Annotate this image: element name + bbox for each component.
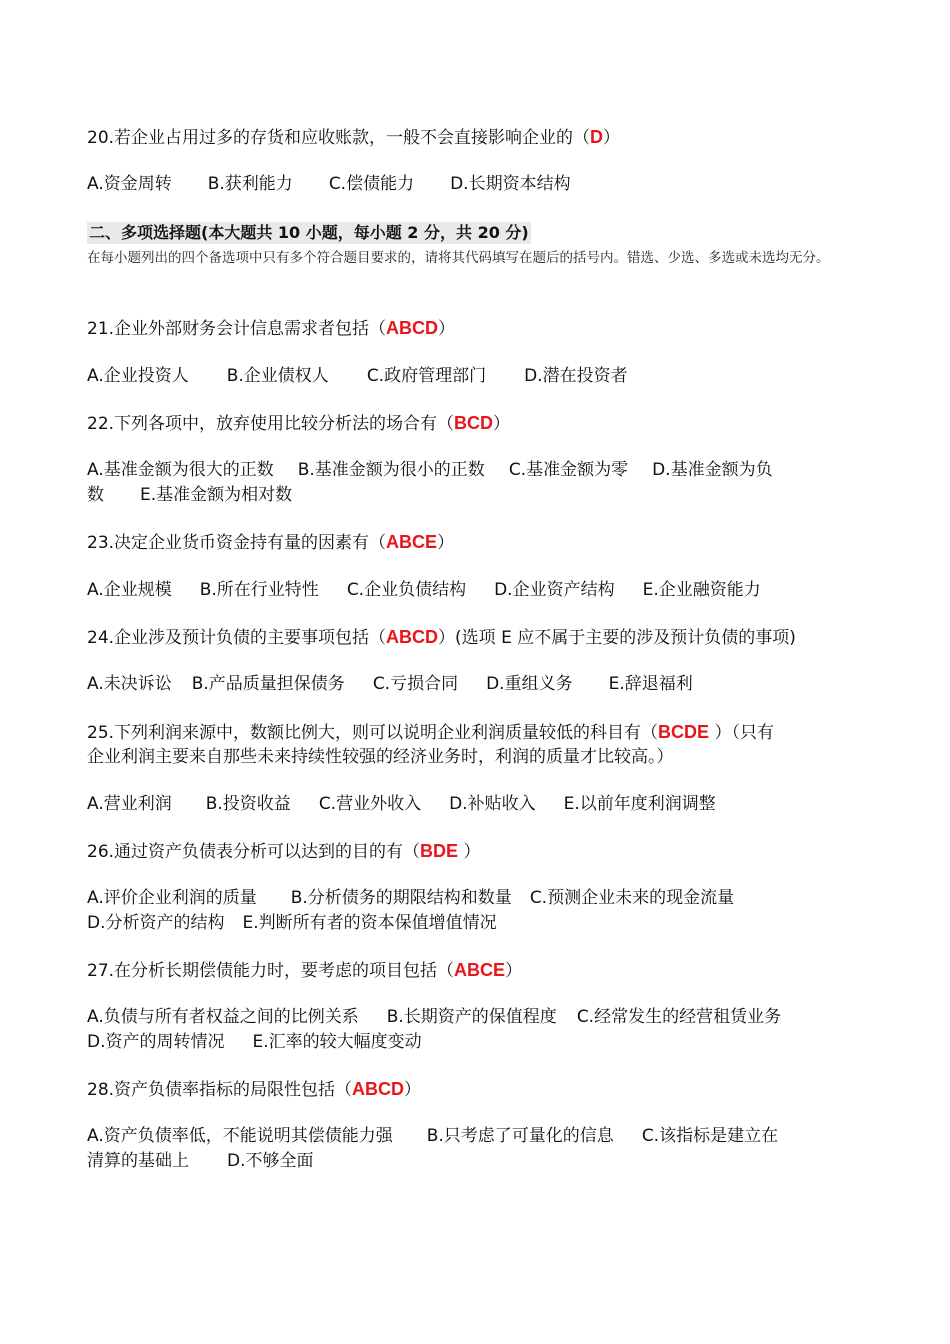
option-c: C.企业负债结构 <box>346 580 467 600</box>
option-e: E.汇率的较大幅度变动 <box>252 1032 422 1052</box>
option-b: B.长期资产的保值程度 <box>386 1007 557 1027</box>
option-a: A.资产负债率低，不能说明其偿债能力强 <box>87 1126 393 1146</box>
option-c: C.政府管理部门 <box>366 366 487 386</box>
option-e: E.以前年度利润调整 <box>563 794 716 814</box>
option-c: C.预测企业未来的现金流量 <box>529 888 735 908</box>
question-close: ） <box>438 319 456 339</box>
option-b: B.所在行业特性 <box>199 580 319 600</box>
question-22 <box>87 411 510 437</box>
question-stem: 28.资产负债率指标的局限性包括（ <box>87 1080 353 1100</box>
options-20 <box>87 172 571 197</box>
option-b: B.基准金额为很小的正数 <box>297 460 485 480</box>
question-26 <box>87 839 480 865</box>
option-b: B.分析债务的期限结构和数量 <box>290 888 512 908</box>
option-a: A.基准金额为很大的正数 <box>87 460 274 480</box>
answer-key: BCDE <box>658 722 710 742</box>
section-instruction: 在每小题列出的四个备选项中只有多个符合题目要求的，请将其代码填写在题后的括号内。错选、少选、多选或未选均无分。 <box>87 250 830 266</box>
options-23 <box>87 578 761 603</box>
option-d: D.分析资产的结构 <box>87 913 225 933</box>
question-stem: 26.通过资产负债表分析可以达到的目的有（ <box>87 842 421 862</box>
question-25-line2 <box>87 745 674 770</box>
option-c: C.亏损合同 <box>372 674 459 694</box>
question-25 <box>87 720 774 746</box>
question-20 <box>87 125 620 151</box>
question-27 <box>87 958 522 984</box>
answer-key: D <box>590 127 604 147</box>
option-a: A.负债与所有者权益之间的比例关系 <box>87 1007 359 1027</box>
option-e: E.企业融资能力 <box>642 580 761 600</box>
question-stem: 27.在分析长期偿债能力时，要考虑的项目包括（ <box>87 961 455 981</box>
answer-key: ABCE <box>386 532 438 552</box>
option-c: C.经常发生的经营租赁业务 <box>576 1007 782 1027</box>
option-d: D.资产的周转情况 <box>87 1032 225 1052</box>
question-stem: 22.下列各项中，放弃使用比较分析法的场合有（ <box>87 414 455 434</box>
option-d: D.潜在投资者 <box>524 366 628 386</box>
option-b: B.获利能力 <box>207 174 293 194</box>
option-c: C.该指标是建立在 <box>641 1126 779 1146</box>
question-stem: 23.决定企业货币资金持有量的因素有（ <box>87 533 387 553</box>
option-a: A.未决诉讼 <box>87 674 172 694</box>
question-28 <box>87 1077 421 1103</box>
options-26-line2 <box>87 911 497 936</box>
question-close: ）（只有 <box>709 723 774 743</box>
answer-key: BDE <box>420 841 459 861</box>
option-c: C.营业外收入 <box>318 794 422 814</box>
question-close: ）(选项 E 应不属于主要的涉及预计负债的事项) <box>438 628 796 648</box>
question-close: ） <box>404 1080 422 1100</box>
options-22-line1 <box>87 458 773 483</box>
answer-key: ABCD <box>352 1079 405 1099</box>
option-d: D.企业资产结构 <box>494 580 615 600</box>
question-close: ） <box>603 128 621 148</box>
option-c-continued: 清算的基础上 <box>87 1151 189 1171</box>
question-24 <box>87 625 796 651</box>
question-close: ） <box>505 961 523 981</box>
option-a: A.评价企业利润的质量 <box>87 888 257 908</box>
options-28-line1 <box>87 1124 778 1149</box>
options-27-line1 <box>87 1005 781 1030</box>
answer-key: BCD <box>454 413 494 433</box>
question-close: ） <box>493 414 511 434</box>
option-e: E.基准金额为相对数 <box>140 485 293 505</box>
option-d: D.长期资本结构 <box>450 174 571 194</box>
section-title: 二、多项选择题(本大题共 10 小题，每小题 2 分，共 20 分) <box>89 223 529 242</box>
option-d: D.基准金额为负 <box>652 460 773 480</box>
question-close: ） <box>458 842 481 862</box>
option-a: A.营业利润 <box>87 794 172 814</box>
option-b: B.只考虑了可量化的信息 <box>426 1126 614 1146</box>
option-b: B.投资收益 <box>205 794 291 814</box>
question-stem: 25.下列利润来源中，数额比例大，则可以说明企业利润质量较低的科目有（ <box>87 723 659 743</box>
option-b: B.产品质量担保债务 <box>191 674 345 694</box>
options-27-line2 <box>87 1030 422 1055</box>
options-26-line1 <box>87 886 734 911</box>
question-stem-continued: 企业利润主要来自那些未来持续性较强的经济业务时，利润的质量才比较高。） <box>87 747 674 767</box>
option-b: B.企业债权人 <box>226 366 329 386</box>
option-d: D.不够全面 <box>227 1151 314 1171</box>
option-d: D.补贴收入 <box>449 794 536 814</box>
answer-key: ABCD <box>386 318 439 338</box>
option-c: C.基准金额为零 <box>508 460 629 480</box>
question-23 <box>87 530 454 556</box>
options-25 <box>87 792 716 817</box>
question-21 <box>87 316 455 342</box>
question-close: ） <box>437 533 455 553</box>
option-c: C.偿债能力 <box>328 174 415 194</box>
option-a: A.企业规模 <box>87 580 172 600</box>
option-d: D.重组义务 <box>486 674 573 694</box>
answer-key: ABCE <box>454 960 506 980</box>
option-a: A.企业投资人 <box>87 366 189 386</box>
options-28-line2 <box>87 1149 314 1174</box>
option-e: E.判断所有者的资本保值增值情况 <box>242 913 497 933</box>
options-24 <box>87 672 693 697</box>
question-stem: 20.若企业占用过多的存货和应收账款，一般不会直接影响企业的（ <box>87 128 591 148</box>
question-stem: 21.企业外部财务会计信息需求者包括（ <box>87 319 387 339</box>
option-a: A.资金周转 <box>87 174 172 194</box>
answer-key: ABCD <box>386 627 439 647</box>
option-e: E.辞退福利 <box>608 674 693 694</box>
options-22-line2 <box>87 483 292 508</box>
options-21 <box>87 364 628 389</box>
question-stem: 24.企业涉及预计负债的主要事项包括（ <box>87 628 387 648</box>
option-d-continued: 数 <box>87 485 104 505</box>
